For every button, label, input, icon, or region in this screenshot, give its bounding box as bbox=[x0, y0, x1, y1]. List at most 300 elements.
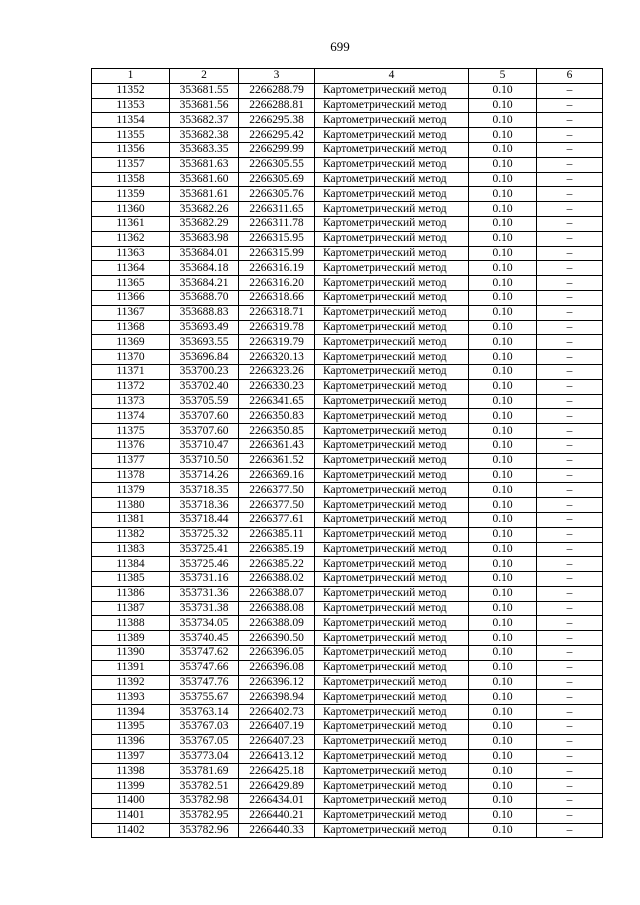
x-coordinate-cell: 353681.63 bbox=[170, 157, 239, 172]
x-coordinate-cell: 353693.49 bbox=[170, 320, 239, 335]
table-row bbox=[92, 631, 603, 646]
point-number-cell: 11358 bbox=[92, 172, 170, 187]
accuracy-cell: 0.10 bbox=[469, 83, 537, 98]
accuracy-cell: 0.10 bbox=[469, 142, 537, 157]
x-coordinate-cell: 353710.50 bbox=[170, 453, 239, 468]
method-cell: Картометрический метод bbox=[315, 468, 469, 483]
method-cell: Картометрический метод bbox=[315, 320, 469, 335]
y-coordinate-cell: 2266316.19 bbox=[239, 261, 315, 276]
y-coordinate-cell: 2266311.78 bbox=[239, 216, 315, 231]
note-cell: – bbox=[537, 808, 603, 823]
note-cell: – bbox=[537, 616, 603, 631]
table-row bbox=[92, 720, 603, 735]
point-number-cell: 11374 bbox=[92, 409, 170, 424]
method-cell: Картометрический метод bbox=[315, 261, 469, 276]
y-coordinate-cell: 2266295.42 bbox=[239, 128, 315, 143]
x-coordinate-cell: 353681.60 bbox=[170, 172, 239, 187]
note-cell: – bbox=[537, 246, 603, 261]
note-cell: – bbox=[537, 157, 603, 172]
note-cell: – bbox=[537, 586, 603, 601]
note-cell: – bbox=[537, 142, 603, 157]
accuracy-cell: 0.10 bbox=[469, 734, 537, 749]
point-number-cell: 11368 bbox=[92, 320, 170, 335]
table-row bbox=[92, 305, 603, 320]
note-cell: – bbox=[537, 438, 603, 453]
method-cell: Картометрический метод bbox=[315, 498, 469, 513]
method-cell: Картометрический метод bbox=[315, 527, 469, 542]
y-coordinate-cell: 2266316.20 bbox=[239, 276, 315, 291]
accuracy-cell: 0.10 bbox=[469, 128, 537, 143]
table-row bbox=[92, 202, 603, 217]
table-row bbox=[92, 498, 603, 513]
table-row bbox=[92, 542, 603, 557]
method-cell: Картометрический метод bbox=[315, 231, 469, 246]
method-cell: Картометрический метод bbox=[315, 83, 469, 98]
table-row bbox=[92, 438, 603, 453]
y-coordinate-cell: 2266396.05 bbox=[239, 646, 315, 661]
y-coordinate-cell: 2266385.22 bbox=[239, 557, 315, 572]
note-cell: – bbox=[537, 187, 603, 202]
method-cell: Картометрический метод bbox=[315, 172, 469, 187]
accuracy-cell: 0.10 bbox=[469, 586, 537, 601]
x-coordinate-cell: 353693.55 bbox=[170, 335, 239, 350]
table-row bbox=[92, 379, 603, 394]
column-header-2: 2 bbox=[170, 69, 239, 84]
column-header-5: 5 bbox=[469, 69, 537, 84]
accuracy-cell: 0.10 bbox=[469, 631, 537, 646]
point-number-cell: 11385 bbox=[92, 572, 170, 587]
y-coordinate-cell: 2266385.19 bbox=[239, 542, 315, 557]
note-cell: – bbox=[537, 601, 603, 616]
method-cell: Картометрический метод bbox=[315, 808, 469, 823]
note-cell: – bbox=[537, 468, 603, 483]
method-cell: Картометрический метод bbox=[315, 512, 469, 527]
note-cell: – bbox=[537, 572, 603, 587]
y-coordinate-cell: 2266295.38 bbox=[239, 113, 315, 128]
table-row bbox=[92, 601, 603, 616]
table-row bbox=[92, 734, 603, 749]
note-cell: – bbox=[537, 779, 603, 794]
method-cell: Картометрический метод bbox=[315, 409, 469, 424]
x-coordinate-cell: 353747.66 bbox=[170, 660, 239, 675]
accuracy-cell: 0.10 bbox=[469, 646, 537, 661]
table-row bbox=[92, 616, 603, 631]
note-cell: – bbox=[537, 216, 603, 231]
y-coordinate-cell: 2266330.23 bbox=[239, 379, 315, 394]
method-cell: Картометрический метод bbox=[315, 690, 469, 705]
x-coordinate-cell: 353681.56 bbox=[170, 98, 239, 113]
method-cell: Картометрический метод bbox=[315, 601, 469, 616]
accuracy-cell: 0.10 bbox=[469, 202, 537, 217]
y-coordinate-cell: 2266350.85 bbox=[239, 424, 315, 439]
note-cell: – bbox=[537, 483, 603, 498]
note-cell: – bbox=[537, 823, 603, 838]
accuracy-cell: 0.10 bbox=[469, 246, 537, 261]
method-cell: Картометрический метод bbox=[315, 764, 469, 779]
table-row bbox=[92, 512, 603, 527]
y-coordinate-cell: 2266361.52 bbox=[239, 453, 315, 468]
accuracy-cell: 0.10 bbox=[469, 527, 537, 542]
table-row bbox=[92, 216, 603, 231]
method-cell: Картометрический метод bbox=[315, 98, 469, 113]
method-cell: Картометрический метод bbox=[315, 646, 469, 661]
table-row bbox=[92, 320, 603, 335]
note-cell: – bbox=[537, 290, 603, 305]
accuracy-cell: 0.10 bbox=[469, 187, 537, 202]
point-number-cell: 11391 bbox=[92, 660, 170, 675]
point-number-cell: 11395 bbox=[92, 720, 170, 735]
accuracy-cell: 0.10 bbox=[469, 290, 537, 305]
x-coordinate-cell: 353731.36 bbox=[170, 586, 239, 601]
note-cell: – bbox=[537, 690, 603, 705]
y-coordinate-cell: 2266440.21 bbox=[239, 808, 315, 823]
note-cell: – bbox=[537, 276, 603, 291]
accuracy-cell: 0.10 bbox=[469, 749, 537, 764]
method-cell: Картометрический метод bbox=[315, 616, 469, 631]
method-cell: Картометрический метод bbox=[315, 779, 469, 794]
table-row bbox=[92, 483, 603, 498]
method-cell: Картометрический метод bbox=[315, 246, 469, 261]
point-number-cell: 11400 bbox=[92, 794, 170, 809]
point-number-cell: 11367 bbox=[92, 305, 170, 320]
column-header-4: 4 bbox=[315, 69, 469, 84]
table-row bbox=[92, 468, 603, 483]
accuracy-cell: 0.10 bbox=[469, 823, 537, 838]
x-coordinate-cell: 353740.45 bbox=[170, 631, 239, 646]
table-row bbox=[92, 128, 603, 143]
method-cell: Картометрический метод bbox=[315, 379, 469, 394]
y-coordinate-cell: 2266318.71 bbox=[239, 305, 315, 320]
y-coordinate-cell: 2266288.79 bbox=[239, 83, 315, 98]
method-cell: Картометрический метод bbox=[315, 364, 469, 379]
method-cell: Картометрический метод bbox=[315, 453, 469, 468]
y-coordinate-cell: 2266413.12 bbox=[239, 749, 315, 764]
point-number-cell: 11382 bbox=[92, 527, 170, 542]
point-number-cell: 11360 bbox=[92, 202, 170, 217]
x-coordinate-cell: 353725.46 bbox=[170, 557, 239, 572]
x-coordinate-cell: 353781.69 bbox=[170, 764, 239, 779]
accuracy-cell: 0.10 bbox=[469, 468, 537, 483]
point-number-cell: 11369 bbox=[92, 335, 170, 350]
x-coordinate-cell: 353682.26 bbox=[170, 202, 239, 217]
x-coordinate-cell: 353682.37 bbox=[170, 113, 239, 128]
accuracy-cell: 0.10 bbox=[469, 512, 537, 527]
y-coordinate-cell: 2266305.76 bbox=[239, 187, 315, 202]
method-cell: Картометрический метод bbox=[315, 335, 469, 350]
accuracy-cell: 0.10 bbox=[469, 438, 537, 453]
x-coordinate-cell: 353714.26 bbox=[170, 468, 239, 483]
point-number-cell: 11387 bbox=[92, 601, 170, 616]
y-coordinate-cell: 2266388.07 bbox=[239, 586, 315, 601]
point-number-cell: 11381 bbox=[92, 512, 170, 527]
accuracy-cell: 0.10 bbox=[469, 305, 537, 320]
point-number-cell: 11363 bbox=[92, 246, 170, 261]
note-cell: – bbox=[537, 660, 603, 675]
method-cell: Картометрический метод bbox=[315, 572, 469, 587]
point-number-cell: 11392 bbox=[92, 675, 170, 690]
note-cell: – bbox=[537, 113, 603, 128]
column-header-3: 3 bbox=[239, 69, 315, 84]
y-coordinate-cell: 2266305.69 bbox=[239, 172, 315, 187]
method-cell: Картометрический метод bbox=[315, 394, 469, 409]
note-cell: – bbox=[537, 646, 603, 661]
y-coordinate-cell: 2266407.23 bbox=[239, 734, 315, 749]
accuracy-cell: 0.10 bbox=[469, 690, 537, 705]
point-number-cell: 11359 bbox=[92, 187, 170, 202]
note-cell: – bbox=[537, 305, 603, 320]
note-cell: – bbox=[537, 98, 603, 113]
table-row bbox=[92, 690, 603, 705]
note-cell: – bbox=[537, 557, 603, 572]
y-coordinate-cell: 2266407.19 bbox=[239, 720, 315, 735]
accuracy-cell: 0.10 bbox=[469, 498, 537, 513]
x-coordinate-cell: 353747.62 bbox=[170, 646, 239, 661]
table-row bbox=[92, 98, 603, 113]
x-coordinate-cell: 353731.38 bbox=[170, 601, 239, 616]
accuracy-cell: 0.10 bbox=[469, 557, 537, 572]
table-row bbox=[92, 557, 603, 572]
x-coordinate-cell: 353767.03 bbox=[170, 720, 239, 735]
y-coordinate-cell: 2266377.50 bbox=[239, 483, 315, 498]
point-number-cell: 11397 bbox=[92, 749, 170, 764]
table-row bbox=[92, 586, 603, 601]
accuracy-cell: 0.10 bbox=[469, 379, 537, 394]
accuracy-cell: 0.10 bbox=[469, 572, 537, 587]
table-row bbox=[92, 172, 603, 187]
x-coordinate-cell: 353682.29 bbox=[170, 216, 239, 231]
method-cell: Картометрический метод bbox=[315, 823, 469, 838]
table-row bbox=[92, 705, 603, 720]
method-cell: Картометрический метод bbox=[315, 631, 469, 646]
y-coordinate-cell: 2266315.95 bbox=[239, 231, 315, 246]
y-coordinate-cell: 2266377.50 bbox=[239, 498, 315, 513]
point-number-cell: 11393 bbox=[92, 690, 170, 705]
x-coordinate-cell: 353688.70 bbox=[170, 290, 239, 305]
accuracy-cell: 0.10 bbox=[469, 424, 537, 439]
table-row bbox=[92, 660, 603, 675]
table-row bbox=[92, 246, 603, 261]
y-coordinate-cell: 2266440.33 bbox=[239, 823, 315, 838]
table-row bbox=[92, 572, 603, 587]
table-row bbox=[92, 779, 603, 794]
point-number-cell: 11373 bbox=[92, 394, 170, 409]
method-cell: Картометрический метод bbox=[315, 216, 469, 231]
x-coordinate-cell: 353718.36 bbox=[170, 498, 239, 513]
note-cell: – bbox=[537, 794, 603, 809]
point-number-cell: 11390 bbox=[92, 646, 170, 661]
table-header-row bbox=[92, 69, 603, 84]
x-coordinate-cell: 353707.60 bbox=[170, 424, 239, 439]
point-number-cell: 11371 bbox=[92, 364, 170, 379]
accuracy-cell: 0.10 bbox=[469, 453, 537, 468]
accuracy-cell: 0.10 bbox=[469, 98, 537, 113]
point-number-cell: 11377 bbox=[92, 453, 170, 468]
note-cell: – bbox=[537, 335, 603, 350]
y-coordinate-cell: 2266434.01 bbox=[239, 794, 315, 809]
accuracy-cell: 0.10 bbox=[469, 276, 537, 291]
point-number-cell: 11384 bbox=[92, 557, 170, 572]
point-number-cell: 11398 bbox=[92, 764, 170, 779]
accuracy-cell: 0.10 bbox=[469, 394, 537, 409]
x-coordinate-cell: 353682.38 bbox=[170, 128, 239, 143]
point-number-cell: 11365 bbox=[92, 276, 170, 291]
y-coordinate-cell: 2266388.02 bbox=[239, 572, 315, 587]
note-cell: – bbox=[537, 202, 603, 217]
method-cell: Картометрический метод bbox=[315, 290, 469, 305]
y-coordinate-cell: 2266396.12 bbox=[239, 675, 315, 690]
x-coordinate-cell: 353782.95 bbox=[170, 808, 239, 823]
accuracy-cell: 0.10 bbox=[469, 794, 537, 809]
note-cell: – bbox=[537, 379, 603, 394]
note-cell: – bbox=[537, 749, 603, 764]
note-cell: – bbox=[537, 705, 603, 720]
point-number-cell: 11383 bbox=[92, 542, 170, 557]
method-cell: Картометрический метод bbox=[315, 438, 469, 453]
table-row bbox=[92, 453, 603, 468]
point-number-cell: 11394 bbox=[92, 705, 170, 720]
table-row bbox=[92, 424, 603, 439]
y-coordinate-cell: 2266361.43 bbox=[239, 438, 315, 453]
note-cell: – bbox=[537, 231, 603, 246]
y-coordinate-cell: 2266425.18 bbox=[239, 764, 315, 779]
y-coordinate-cell: 2266402.73 bbox=[239, 705, 315, 720]
x-coordinate-cell: 353688.83 bbox=[170, 305, 239, 320]
note-cell: – bbox=[537, 364, 603, 379]
method-cell: Картометрический метод bbox=[315, 675, 469, 690]
note-cell: – bbox=[537, 527, 603, 542]
x-coordinate-cell: 353731.16 bbox=[170, 572, 239, 587]
column-header-1: 1 bbox=[92, 69, 170, 84]
x-coordinate-cell: 353755.67 bbox=[170, 690, 239, 705]
accuracy-cell: 0.10 bbox=[469, 172, 537, 187]
x-coordinate-cell: 353767.05 bbox=[170, 734, 239, 749]
accuracy-cell: 0.10 bbox=[469, 660, 537, 675]
note-cell: – bbox=[537, 394, 603, 409]
table-row bbox=[92, 675, 603, 690]
table-row bbox=[92, 364, 603, 379]
method-cell: Картометрический метод bbox=[315, 557, 469, 572]
accuracy-cell: 0.10 bbox=[469, 364, 537, 379]
table-row bbox=[92, 527, 603, 542]
x-coordinate-cell: 353710.47 bbox=[170, 438, 239, 453]
table-row bbox=[92, 808, 603, 823]
x-coordinate-cell: 353725.32 bbox=[170, 527, 239, 542]
method-cell: Картометрический метод bbox=[315, 424, 469, 439]
note-cell: – bbox=[537, 720, 603, 735]
point-number-cell: 11362 bbox=[92, 231, 170, 246]
x-coordinate-cell: 353681.55 bbox=[170, 83, 239, 98]
accuracy-cell: 0.10 bbox=[469, 675, 537, 690]
x-coordinate-cell: 353696.84 bbox=[170, 350, 239, 365]
accuracy-cell: 0.10 bbox=[469, 261, 537, 276]
point-number-cell: 11372 bbox=[92, 379, 170, 394]
method-cell: Картометрический метод bbox=[315, 720, 469, 735]
note-cell: – bbox=[537, 409, 603, 424]
accuracy-cell: 0.10 bbox=[469, 720, 537, 735]
note-cell: – bbox=[537, 83, 603, 98]
accuracy-cell: 0.10 bbox=[469, 483, 537, 498]
x-coordinate-cell: 353782.51 bbox=[170, 779, 239, 794]
x-coordinate-cell: 353702.40 bbox=[170, 379, 239, 394]
accuracy-cell: 0.10 bbox=[469, 216, 537, 231]
point-number-cell: 11402 bbox=[92, 823, 170, 838]
accuracy-cell: 0.10 bbox=[469, 764, 537, 779]
note-cell: – bbox=[537, 631, 603, 646]
table-row bbox=[92, 823, 603, 838]
point-number-cell: 11378 bbox=[92, 468, 170, 483]
point-number-cell: 11364 bbox=[92, 261, 170, 276]
method-cell: Картометрический метод bbox=[315, 128, 469, 143]
y-coordinate-cell: 2266311.65 bbox=[239, 202, 315, 217]
x-coordinate-cell: 353683.98 bbox=[170, 231, 239, 246]
y-coordinate-cell: 2266320.13 bbox=[239, 350, 315, 365]
method-cell: Картометрический метод bbox=[315, 705, 469, 720]
point-number-cell: 11352 bbox=[92, 83, 170, 98]
method-cell: Картометрический метод bbox=[315, 202, 469, 217]
y-coordinate-cell: 2266388.08 bbox=[239, 601, 315, 616]
note-cell: – bbox=[537, 320, 603, 335]
x-coordinate-cell: 353707.60 bbox=[170, 409, 239, 424]
note-cell: – bbox=[537, 542, 603, 557]
note-cell: – bbox=[537, 261, 603, 276]
note-cell: – bbox=[537, 453, 603, 468]
point-number-cell: 11401 bbox=[92, 808, 170, 823]
y-coordinate-cell: 2266396.08 bbox=[239, 660, 315, 675]
method-cell: Картометрический метод bbox=[315, 749, 469, 764]
method-cell: Картометрический метод bbox=[315, 350, 469, 365]
y-coordinate-cell: 2266369.16 bbox=[239, 468, 315, 483]
y-coordinate-cell: 2266429.89 bbox=[239, 779, 315, 794]
point-number-cell: 11386 bbox=[92, 586, 170, 601]
point-number-cell: 11388 bbox=[92, 616, 170, 631]
y-coordinate-cell: 2266398.94 bbox=[239, 690, 315, 705]
point-number-cell: 11355 bbox=[92, 128, 170, 143]
accuracy-cell: 0.10 bbox=[469, 113, 537, 128]
note-cell: – bbox=[537, 498, 603, 513]
y-coordinate-cell: 2266318.66 bbox=[239, 290, 315, 305]
x-coordinate-cell: 353718.44 bbox=[170, 512, 239, 527]
table-row bbox=[92, 794, 603, 809]
y-coordinate-cell: 2266288.81 bbox=[239, 98, 315, 113]
x-coordinate-cell: 353718.35 bbox=[170, 483, 239, 498]
y-coordinate-cell: 2266390.50 bbox=[239, 631, 315, 646]
page-number: 699 bbox=[330, 39, 350, 54]
point-number-cell: 11370 bbox=[92, 350, 170, 365]
y-coordinate-cell: 2266319.78 bbox=[239, 320, 315, 335]
table-row bbox=[92, 764, 603, 779]
accuracy-cell: 0.10 bbox=[469, 350, 537, 365]
y-coordinate-cell: 2266385.11 bbox=[239, 527, 315, 542]
method-cell: Картометрический метод bbox=[315, 542, 469, 557]
table-row bbox=[92, 749, 603, 764]
note-cell: – bbox=[537, 675, 603, 690]
point-number-cell: 11356 bbox=[92, 142, 170, 157]
accuracy-cell: 0.10 bbox=[469, 157, 537, 172]
x-coordinate-cell: 353684.21 bbox=[170, 276, 239, 291]
note-cell: – bbox=[537, 172, 603, 187]
point-number-cell: 11376 bbox=[92, 438, 170, 453]
method-cell: Картометрический метод bbox=[315, 142, 469, 157]
accuracy-cell: 0.10 bbox=[469, 542, 537, 557]
table-row bbox=[92, 157, 603, 172]
point-number-cell: 11389 bbox=[92, 631, 170, 646]
table-row bbox=[92, 409, 603, 424]
accuracy-cell: 0.10 bbox=[469, 231, 537, 246]
method-cell: Картометрический метод bbox=[315, 157, 469, 172]
table-row bbox=[92, 231, 603, 246]
note-cell: – bbox=[537, 424, 603, 439]
accuracy-cell: 0.10 bbox=[469, 409, 537, 424]
